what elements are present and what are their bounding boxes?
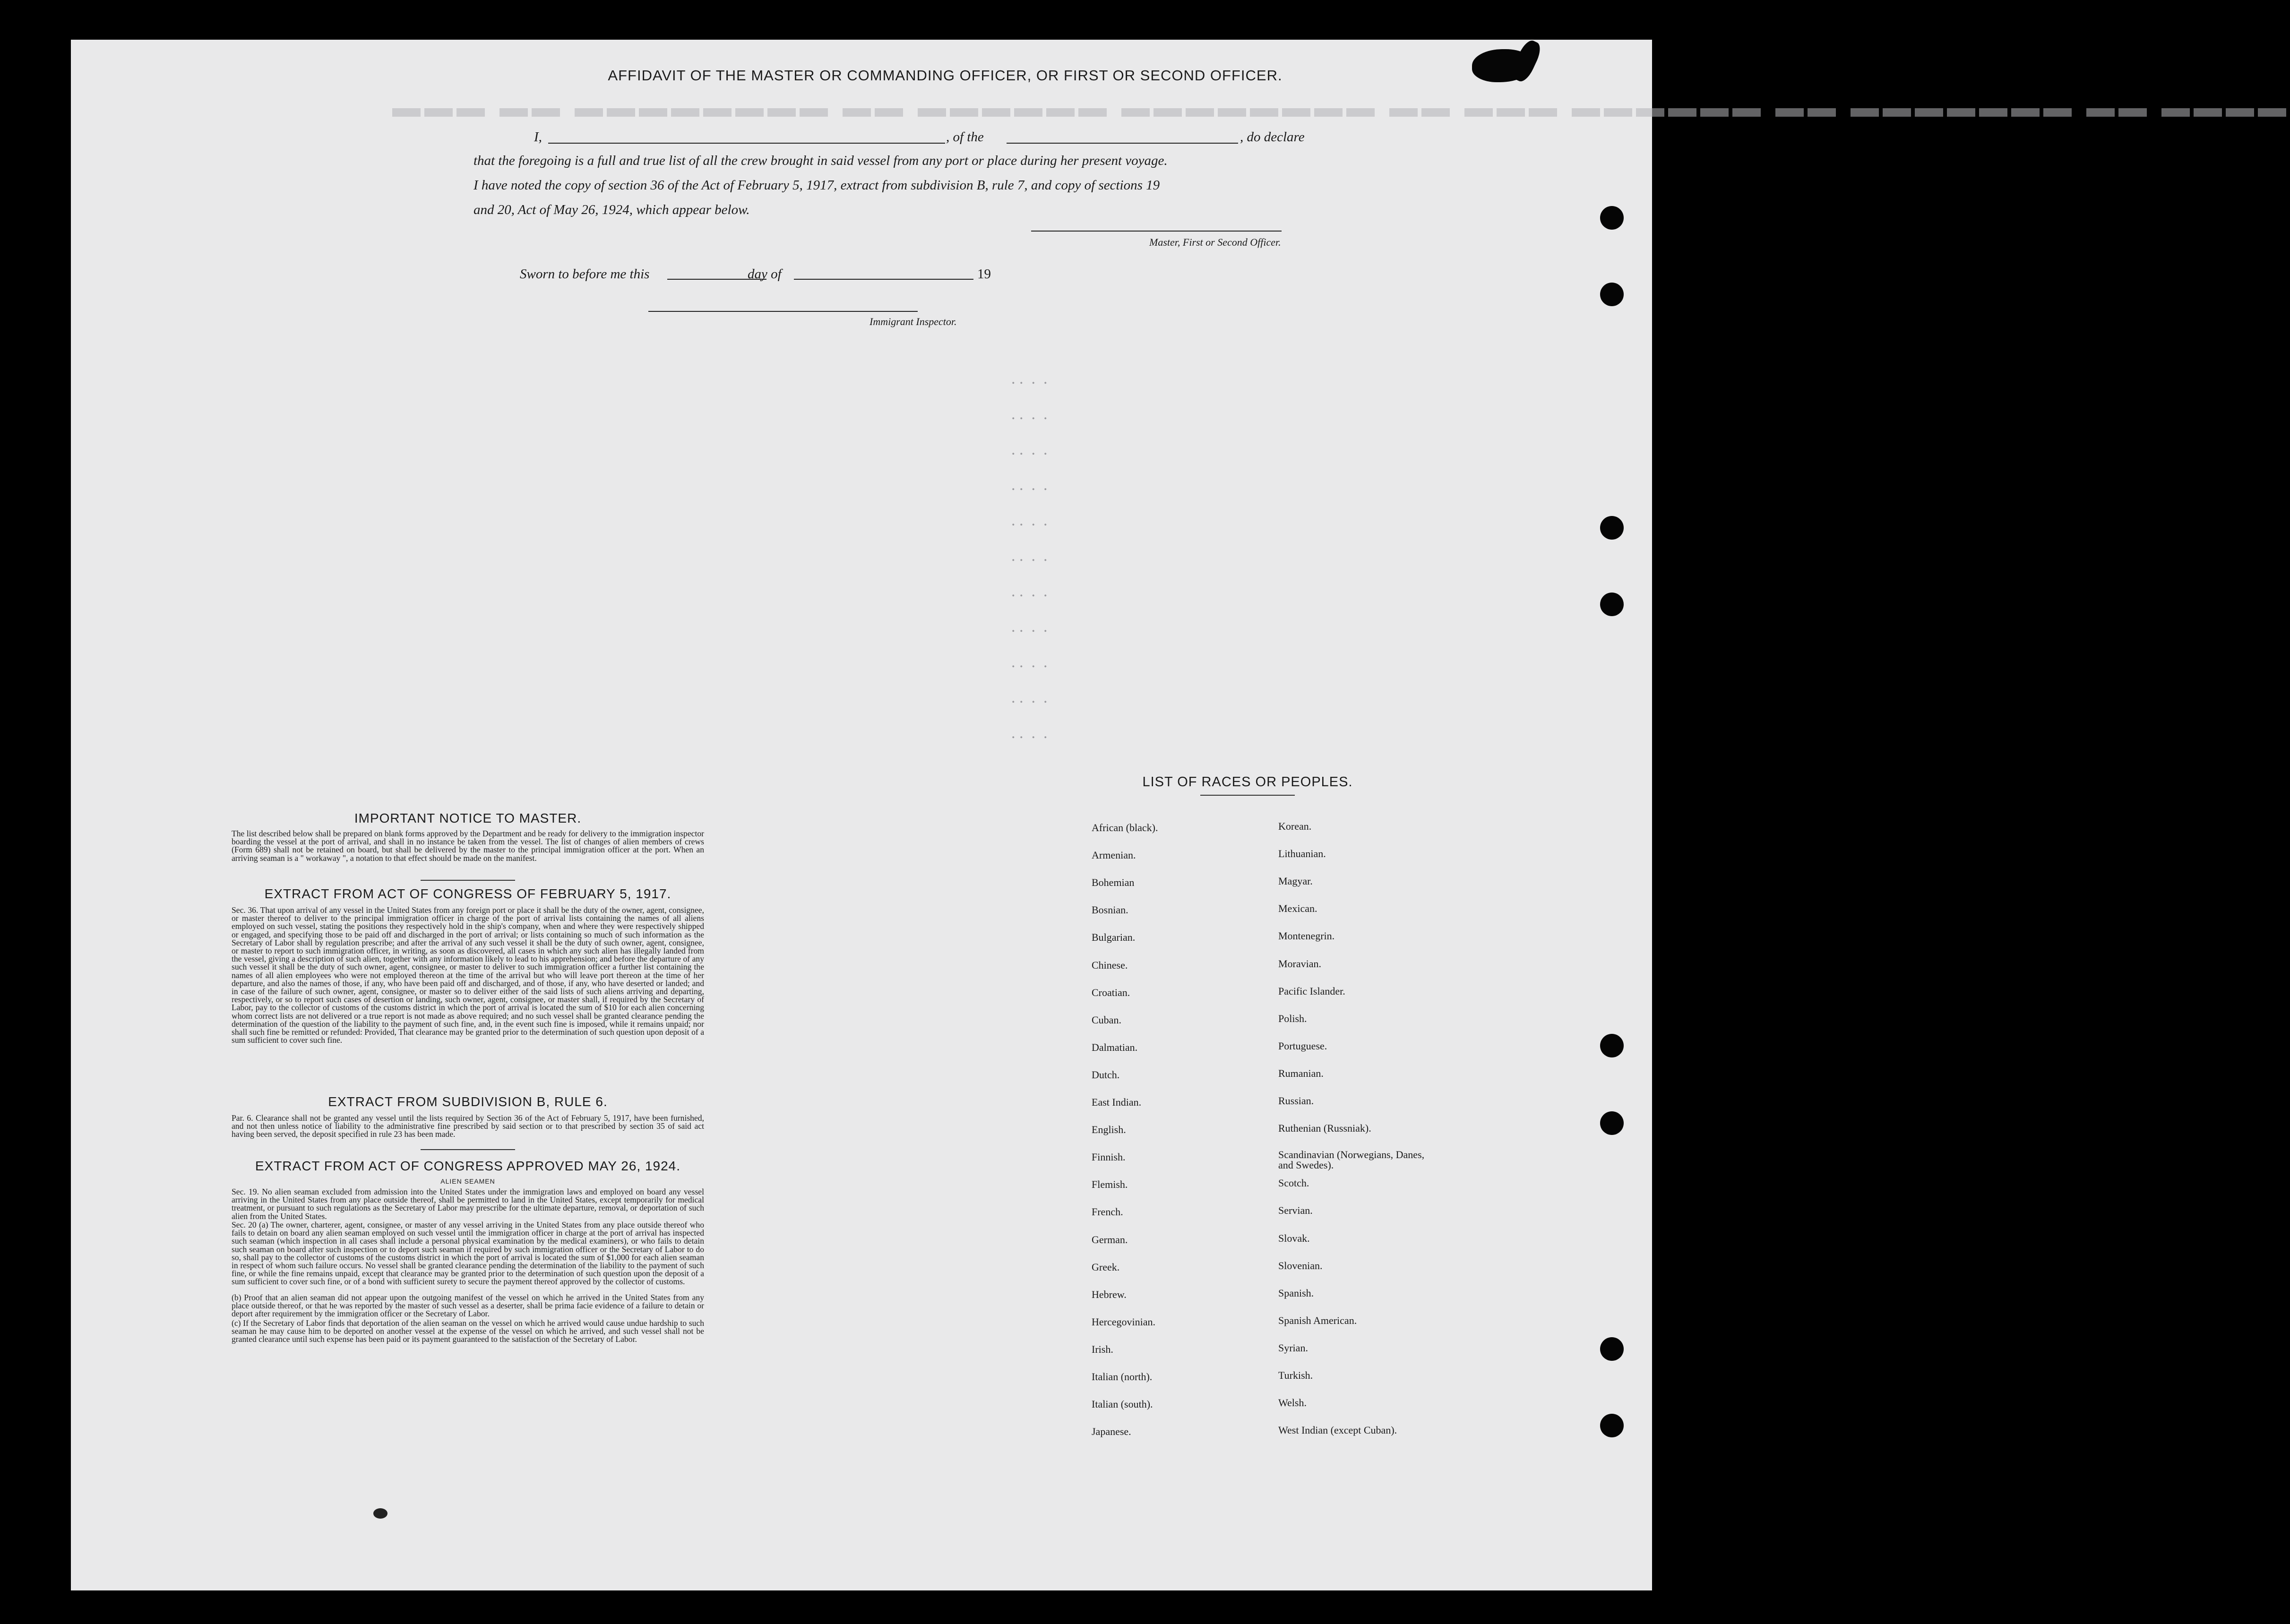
race-left-item: East Indian. [1092,1096,1142,1108]
affidavit-line-declare: , do declare [1240,129,1305,145]
sec-19-text: Sec. 19. No alien seaman excluded from admission into the United States under the immigration laws and employed on board any vessel arriving in the United States from any place outside thereof, shall be permitted to land in the United States, except temporarily for medical treatment, or pursuant to such regulations as the Secretary of Labor may prescribe for the ultimate departure, removal, or deportation of such alien from the United States. [232,1187,704,1221]
race-left-item: Italian (south). [1092,1398,1153,1410]
vessel-blank [1007,143,1238,144]
ink-smudge [373,1508,387,1519]
race-left-item: Italian (north). [1092,1371,1153,1383]
race-right-item: Ruthenian (Russniak). [1278,1122,1371,1134]
race-right-item: Scotch. [1278,1177,1309,1189]
race-right-item: Spanish. [1278,1287,1314,1299]
punch-hole [1600,1337,1624,1361]
month-blank [794,279,973,280]
race-right-item: Polish. [1278,1012,1307,1024]
race-right-item: Rumanian. [1278,1067,1324,1079]
race-left-item: Irish. [1092,1343,1113,1355]
race-right-item: Moravian. [1278,957,1322,970]
year-text: 19 [977,266,991,282]
race-right-item: Korean. [1278,820,1312,832]
bleed-through-ghost: ▬▬▬ ▬▬ ▬▬▬▬▬▬▬▬ ▬▬ ▬▬▬▬▬▬ ▬▬▬▬▬▬▬▬ ▬▬ ▬▬▬ ▬▬▬▬▬▬ ▬▬ ▬▬▬▬▬▬▬ ▬▬ ▬▬▬▬ [392,102,2290,133]
race-left-item: Greek. [1092,1261,1120,1273]
races-divider [1200,795,1295,796]
race-left-item: Finnish. [1092,1151,1126,1163]
race-left-item: German. [1092,1233,1128,1246]
sworn-text: Sworn to before me this [520,266,650,282]
race-left-item: Dutch. [1092,1068,1120,1081]
race-right-item: Scandinavian (Norwegians, Danes, and Swedes). [1278,1149,1425,1171]
punch-hole [1600,1414,1624,1437]
race-right-item: Montenegrin. [1278,930,1335,942]
race-left-item: Chinese. [1092,959,1128,971]
rule-6-text: Par. 6. Clearance shall not be granted any vessel until the lists required by Section 36 of the Act of February 5, 1917, have been furnished, and not then unless notice of liability to the administrative fine prescribed by said section or to that prescribed by section 35 of said act having been served, the deposit specified in rule 23 has been made. [232,1113,704,1139]
race-left-item: Hebrew. [1092,1288,1127,1300]
bleed-through-marks: . . . . . . . . . . . . . . . . . . . . . . . . . . . . . . . . . . . . . . . . . . . . [1011,370,1048,742]
affidavit-line-3: I have noted the copy of section 36 of the Act of February 5, 1917, extract from subdivision B, rule 7, and copy of sections 19 [473,178,1160,193]
race-left-item: Armenian. [1092,849,1136,861]
race-right-item: Portuguese. [1278,1040,1327,1052]
race-left-item: African (black). [1092,822,1158,833]
sec-20a-text: Sec. 20 (a) The owner, charterer, agent, consignee, or master of any vessel arriving in the United States from any place outside thereof who fails to detain on board any alien seaman employed on such vessel until the immigration officer in charge at the port of arrival has inspected such seaman (which inspection in all cases shall include a personal physical examination by the medical examiners), or who fails to detain such seaman on board after such inspection or to deport such seaman if required by such immigration officer or the Secretary of Labor to do so, shall pay to the collector of customs of the customs district in which the port of arrival is located the sum of $1,000 for each alien seaman in respect of whom such failure occurs. No vessel shall be granted clearance pending the determination of the liability to the payment of such fine, or while the fine remains unpaid, except that clearance may be granted prior to the determination of such question upon the deposit of a sum sufficient to cover such fine, or of a bond with sufficient surety to secure the payment thereof approved by the collector of customs. [232,1220,704,1287]
sec-20c-text: (c) If the Secretary of Labor finds that deportation of the alien seaman on the vessel on which he arrived would cause undue hardship to such seaman he may cause him to be deported on another vessel at the expense of the vessel on which he arrived, and such vessel shall not be granted clearance until such expense has been paid or its payment guaranteed to the satisfaction of the Secretary of Labor. [232,1318,704,1344]
race-left-item: English. [1092,1124,1126,1136]
affidavit-line-2: that the foregoing is a full and true list of all the crew brought in said vessel from any port or place during her present voyage. [473,153,1168,168]
race-right-item: Russian. [1278,1095,1314,1107]
affidavit-line-i: I, [534,129,542,145]
race-left-item: French. [1092,1206,1123,1218]
name-blank [548,143,945,144]
race-left-item: Flemish. [1092,1178,1128,1191]
affidavit-line-of: , of the [946,129,984,145]
race-right-item: Turkish. [1278,1369,1313,1381]
race-left-item: Bulgarian. [1092,931,1136,944]
race-left-item: Croatian. [1092,986,1130,998]
sec-20b-text: (b) Proof that an alien seaman did not appear upon the outgoing manifest of the vessel on which he arrived in the United States from any place outside thereof, or that he was reported by the master of such vessel as a deserter, shall be prima facie evidence of a failure to detain or deport after requirement by the immigration officer or the Secretary of Labor. [232,1293,704,1319]
race-right-item: Magyar. [1278,875,1313,887]
rule-6-title: EXTRACT FROM SUBDIVISION B, RULE 6. [328,1094,608,1109]
race-left-item: Bohemian [1092,876,1135,889]
document-page [71,40,2290,1590]
notice-text: The list described below shall be prepared on blank forms approved by the Department and be ready for delivery to the immigration inspector boarding the vessel at the port of arrival, and shall in no instance be taken from the vessel. The list of changes of alien members of crews (Form 689) shall not be retained on board, but shall be delivered by the master to the principal immigration officer at the port. When an arriving seaman is a " workaway ", a notation to that effect should be made on the manifest. [232,829,704,863]
race-right-item: Slovenian. [1278,1259,1323,1272]
inspector-signature-line [648,311,918,312]
race-right-item: Lithuanian. [1278,848,1326,860]
master-label: Master, First or Second Officer. [1149,236,1281,248]
race-right-item: Slovak. [1278,1232,1310,1244]
race-right-item: Syrian. [1278,1341,1308,1354]
punch-hole [1600,593,1624,616]
affidavit-title: AFFIDAVIT OF THE MASTER OR COMMANDING OFFICER, OR FIRST OR SECOND OFFICER. [608,67,1283,84]
race-left-item: Japanese. [1092,1426,1131,1438]
races-title: LIST OF RACES OR PEOPLES. [1142,774,1353,790]
punch-hole [1600,1111,1624,1135]
punch-hole [1600,1034,1624,1057]
inspector-label: Immigrant Inspector. [870,316,957,327]
affidavit-line-4: and 20, Act of May 26, 1924, which appear below. [473,202,750,217]
divider-2 [421,1149,515,1150]
notice-title: IMPORTANT NOTICE TO MASTER. [354,811,582,825]
alien-seamen-subtitle: ALIEN SEAMEN [440,1177,495,1185]
race-left-item: Hercegovinian. [1092,1315,1155,1328]
extract-1924-title: EXTRACT FROM ACT OF CONGRESS APPROVED MAY 26, 1924. [255,1159,681,1173]
race-left-item: Bosnian. [1092,904,1128,916]
race-right-item: Welsh. [1278,1397,1307,1409]
punch-hole [1600,516,1624,540]
race-right-item: West Indian (except Cuban). [1278,1424,1397,1436]
race-right-item: Pacific Islander. [1278,985,1345,997]
race-left-item: Dalmatian. [1092,1041,1138,1053]
extract-1917-title: EXTRACT FROM ACT OF CONGRESS OF FEBRUARY 5, 1917. [264,886,672,901]
race-left-item: Cuban. [1092,1014,1121,1026]
race-right-item: Spanish American. [1278,1314,1357,1326]
punch-hole [1600,283,1624,306]
extract-1917-text: Sec. 36. That upon arrival of any vessel in the United States from any foreign port or place it shall be the duty of the owner, agent, consignee, or master thereof to deliver to the principal immigration officer in charge of the port of arrival lists containing the names of all aliens employed on such vessel, stating the positions they respectively hold in the ship's company, when and where they were respectively shipped or engaged, and specifying those to be paid off and discharged in the port of arrival; or lists containing so much of such information as the Secretary of Labor shall by regulation prescribe; and after the arrival of any such vessel it shall be the duty of such owner, agent, consignee, or master to report to such immigration officer, in writing, as soon as discovered, all cases in which any such alien has illegally landed from the vessel, giving a description of such alien, together with any information likely to lead to his apprehension; and before the departure of any such vessel it shall be the duty of such owner, agent, consignee, or master to deliver to such immigration officer a further list containing the names of all alien employees who were not employed thereon at the time of the arrival but who will leave port thereon at the time of her departure, and also the names of those, if any, who have been paid off and discharged, and of those, if any, who have deserted or landed; and in case of the failure of such owner, agent, consignee, or master so to deliver either of the said lists of such aliens arriving and departing, respectively, or so to report such cases of desertion or landing, such owner, agent, consignee, or master shall, if required by the Secretary of Labor, pay to the collector of customs of the customs district in which the port of arrival is located the sum of $10 for each alien concerning whom correct lists are not delivered or a true report is not made as above required; and no such vessel shall be granted clearance pending the determination of the question of the liability to the payment of such fine, and, in the event such fine is imposed, while it remains unpaid; nor shall such fine be remitted or refunded: Provided, That clearance may be granted prior to the determination of such question upon deposit of a sum sufficient to cover such fine. [232,905,704,1045]
punch-hole [1600,206,1624,230]
master-signature-line [1031,231,1282,232]
race-right-item: Mexican. [1278,902,1317,915]
race-right-item: Servian. [1278,1204,1313,1217]
day-of-text: day of [748,266,782,282]
divider-1 [421,880,515,881]
